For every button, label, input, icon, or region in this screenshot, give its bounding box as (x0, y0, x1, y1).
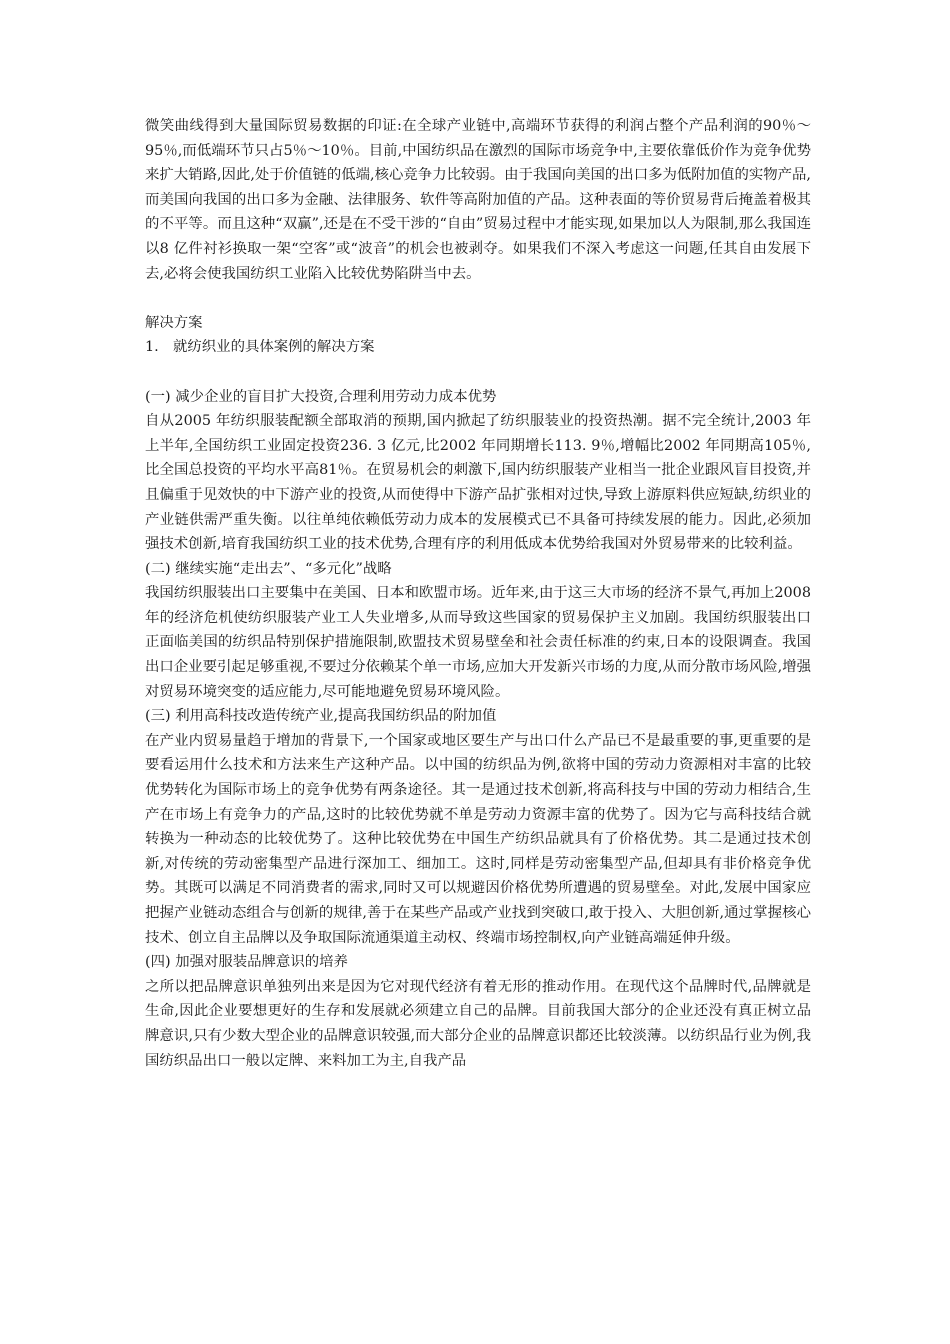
paragraph-gap (145, 360, 811, 385)
paragraph-gap (145, 286, 811, 311)
section-body-2: 我国纺织服装出口主要集中在美国、日本和欧盟市场。近年来,由于这三大市场的经济不景气,再加上2008 年的经济危机使纺织服装产业工人失业增多,从而导致这些国家的贸易保护主义加剧。我国纺织服装出口正面临美国的纺织品特别保护措施限制,欧盟技术贸易壁垒和社会责任标准的约束,日本的设限调查。我国出口企业要引起足够重视,不要过分依赖某个单一市场,应加大开发新兴市场的力度,从而分散市场风险,增强对贸易环境突变的适应能力,尽可能地避免贸易环境风险。 (145, 585, 811, 700)
section-body-4: 之所以把品牌意识单独列出来是因为它对现代经济有着无形的推动作用。在现代这个品牌时代,品牌就是生命,因此企业要想更好的生存和发展就必须建立自己的品牌。目前我国大部分的企业还没有真正树立品牌意识,只有少数大型企业的品牌意识较强,而大部分企业的品牌意识都还比较淡薄。以纺织品行业为例,我国纺织品出口一般以定牌、来料加工为主,自我产品 (145, 978, 811, 1069)
list-item-text: 就纺织业的具体案例的解决方案 (173, 339, 375, 356)
intro-paragraph: 微笑曲线得到大量国际贸易数据的印证:在全球产业链中,高端环节获得的利润占整个产品利润的90％～95％,而低端环节只占5％～10％。目前,中国纺织品在激烈的国际市场竞争中,主要依靠低价作为竞争优势来扩大销路,因此,处于价值链的低端,核心竞争力比较弱。由于我国向美国的出口多为低附加值的实物产品,而美国向我国的出口多为金融、法律服务、软件等高附加值的产品。这种表面的等价贸易背后掩盖着极其的不平等。而且这种“双赢”,还是在不受干涉的“自由”贸易过程中才能实现,如果加以人为限制,那么我国连以8 亿件衬衫换取一架“空客”或“波音”的机会也被剥夺。如果我们不深入考虑这一问题,任其自由发展下去,必将会使我国纺织工业陷入比较优势陷阱当中去。 (145, 118, 811, 282)
list-item-number: 1. (145, 339, 159, 356)
section-body-1: 自从2005 年纺织服装配额全部取消的预期,国内掀起了纺织服装业的投资热潮。据不完全统计,2003 年上半年,全国纺织工业固定投资236. 3 亿元,比2002 年同期增长113. 9％,增幅比2002 年同期高105％,比全国总投资的平均水平高81％。在贸易机会的刺激下,国内纺织服装产业相当一批企业跟风盲目投资,并且偏重于见效快的中下游产业的投资,从而使得中下游产品扩张相对过快,导致上游原料供应短缺,纺织业的产业链供需严重失衡。以往单纯依赖低劳动力成本的发展模式已不具备可持续发展的能力。因此,必须加强技术创新,培育我国纺织工业的技术优势,合理有序的利用低成本优势给我国对外贸易带来的比较利益。 (145, 413, 811, 553)
document-page (145, 114, 811, 1073)
section-heading-4: (四) 加强对服装品牌意识的培养 (145, 954, 348, 971)
section-heading-1: (一) 减少企业的盲目扩大投资,合理利用劳动力成本优势 (145, 388, 497, 405)
section-heading-3: (三) 利用高科技改造传统产业,提高我国纺织品的附加值 (145, 708, 497, 725)
section-heading-2: (二) 继续实施“走出去”、“多元化”战略 (145, 560, 392, 577)
section-body-3: 在产业内贸易量趋于增加的背景下,一个国家或地区要生产与出口什么产品已不是最重要的事,更重要的是要看运用什么技术和方法来生产这种产品。以中国的纺织品为例,欲将中国的劳动力资源相对丰富的比较优势转化为国际市场上的竞争优势有两条途径。其一是通过技术创新,将高科技与中国的劳动力相结合,生产在市场上有竞争力的产品,这时的比较优势就不单是劳动力资源丰富的优势了。因为它与高科技结合就转换为一种动态的比较优势了。这种比较优势在中国生产纺织品就具有了价格优势。其二是通过技术创新,对传统的劳动密集型产品进行深加工、细加工。这时,同样是劳动密集型产品,但却具有非价格竞争优势。其既可以满足不同消费者的需求,同时又可以规避因价格优势所遭遇的贸易壁垒。对此,发展中国家应把握产业链动态组合与创新的规律,善于在某些产品或产业找到突破口,敢于投入、大胆创新,通过掌握核心技术、创立自主品牌以及争取国际流通渠道主动权、终端市场控制权,向产业链高端延伸升级。 (145, 732, 811, 946)
numbered-list-item (145, 335, 811, 360)
section-title: 解决方案 (145, 314, 203, 331)
